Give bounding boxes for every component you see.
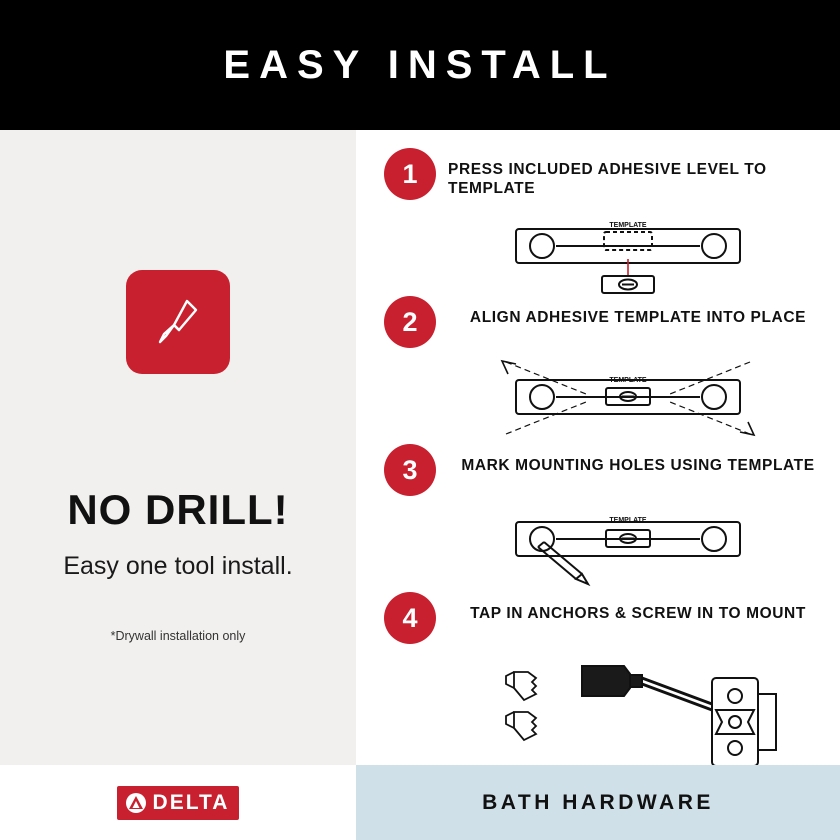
step-1-template-label: TEMPLATE bbox=[609, 222, 647, 229]
footer-brand-area bbox=[0, 765, 356, 840]
step-4-header bbox=[356, 592, 840, 648]
step-2-template-label: TEMPLATE bbox=[609, 377, 647, 384]
steps-panel bbox=[356, 130, 840, 765]
step-2-number: 2 bbox=[384, 296, 436, 348]
step-3-title: MARK MOUNTING HOLES USING TEMPLATE bbox=[461, 457, 815, 474]
footer-category-label: BATH HARDWARE bbox=[482, 790, 714, 814]
step-4 bbox=[356, 592, 840, 783]
step-1-header bbox=[356, 148, 840, 204]
brand-name: DELTA bbox=[152, 790, 230, 814]
step-3-number: 3 bbox=[384, 444, 436, 496]
screwdriver-icon bbox=[146, 290, 210, 354]
screwdriver-anchors-and-mount-illustration bbox=[356, 648, 840, 778]
anchor-icon-2 bbox=[506, 712, 536, 740]
footnote: *Drywall installation only bbox=[110, 629, 246, 643]
headline: NO DRILL! bbox=[67, 486, 289, 533]
step-2-header bbox=[356, 296, 840, 352]
step-1-title: PRESS INCLUDED ADHESIVE LEVEL TO TEMPLATE bbox=[448, 161, 767, 198]
step-4-title: TAP IN ANCHORS & SCREW IN TO MOUNT bbox=[470, 605, 806, 622]
step-2 bbox=[356, 296, 840, 467]
step-1 bbox=[356, 148, 840, 319]
mounting-bracket bbox=[712, 678, 776, 766]
body-section bbox=[0, 130, 840, 765]
step-1-number: 1 bbox=[384, 148, 436, 200]
step-3-template-label: TEMPLATE bbox=[609, 517, 647, 524]
subheadline: Easy one tool install. bbox=[63, 552, 293, 580]
step-2-title: ALIGN ADHESIVE TEMPLATE INTO PLACE bbox=[469, 309, 807, 326]
step-4-number: 4 bbox=[384, 592, 436, 644]
header-banner bbox=[0, 0, 840, 130]
step-4-illustration bbox=[356, 648, 840, 783]
footer bbox=[0, 765, 840, 840]
screwdriver-tool bbox=[582, 666, 712, 710]
delta-triangle-logo-icon bbox=[125, 792, 147, 814]
step-3 bbox=[356, 444, 840, 615]
left-panel bbox=[0, 130, 356, 765]
delta-logo bbox=[117, 786, 240, 820]
footer-category-area bbox=[356, 765, 840, 840]
anchor-icon bbox=[506, 672, 536, 700]
screwdriver-badge bbox=[126, 270, 230, 374]
page-title: EASY INSTALL bbox=[223, 42, 617, 87]
step-3-header bbox=[356, 444, 840, 500]
